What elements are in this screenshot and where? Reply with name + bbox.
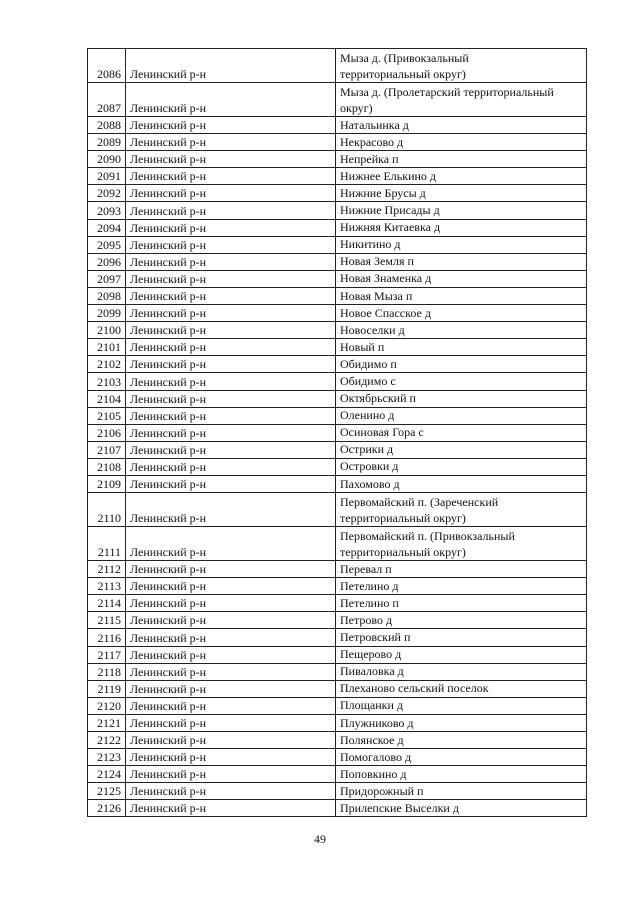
row-district: Ленинский р-н — [126, 646, 336, 663]
row-district: Ленинский р-н — [126, 561, 336, 578]
row-number: 2093 — [88, 202, 126, 219]
row-number: 2088 — [88, 117, 126, 134]
row-number: 2087 — [88, 83, 126, 117]
table-row — [88, 680, 587, 697]
row-place: Острики д — [336, 441, 587, 458]
table-row — [88, 287, 587, 304]
row-district: Ленинский р-н — [126, 578, 336, 595]
row-district: Ленинский р-н — [126, 305, 336, 322]
table-row — [88, 407, 587, 424]
row-district: Ленинский р-н — [126, 424, 336, 441]
row-place: Новый п — [336, 339, 587, 356]
row-place: Осиновая Гора с — [336, 424, 587, 441]
row-number: 2112 — [88, 561, 126, 578]
row-number: 2100 — [88, 322, 126, 339]
table-row — [88, 168, 587, 185]
row-district: Ленинский р-н — [126, 117, 336, 134]
row-number: 2092 — [88, 185, 126, 202]
row-number: 2106 — [88, 424, 126, 441]
row-place: Полянское д — [336, 732, 587, 749]
table-row — [88, 629, 587, 646]
table-row — [88, 646, 587, 663]
table-row — [88, 749, 587, 766]
table-row — [88, 373, 587, 390]
row-number: 2115 — [88, 612, 126, 629]
row-district: Ленинский р-н — [126, 680, 336, 697]
table-row — [88, 236, 587, 253]
table-row — [88, 117, 587, 134]
row-place: Непрейка п — [336, 151, 587, 168]
row-place: Придорожный п — [336, 783, 587, 800]
row-number: 2113 — [88, 578, 126, 595]
table-row — [88, 697, 587, 714]
row-number: 2117 — [88, 646, 126, 663]
row-place: Обидимо п — [336, 356, 587, 373]
row-place: Помогалово д — [336, 749, 587, 766]
row-place: Новая Знаменка д — [336, 270, 587, 287]
table-row — [88, 714, 587, 731]
row-number: 2114 — [88, 595, 126, 612]
row-number: 2124 — [88, 766, 126, 783]
row-district: Ленинский р-н — [126, 202, 336, 219]
table-row — [88, 134, 587, 151]
row-number: 2091 — [88, 168, 126, 185]
row-place: Оленино д — [336, 407, 587, 424]
row-district: Ленинский р-н — [126, 458, 336, 475]
row-number: 2111 — [88, 527, 126, 561]
row-place: Нижние Брусы д — [336, 185, 587, 202]
row-number: 2121 — [88, 714, 126, 731]
table-row — [88, 305, 587, 322]
row-place: Обидимо с — [336, 373, 587, 390]
row-district: Ленинский р-н — [126, 493, 336, 527]
row-district: Ленинский р-н — [126, 151, 336, 168]
row-place: Перевал п — [336, 561, 587, 578]
row-place: Петрово д — [336, 612, 587, 629]
row-district: Ленинский р-н — [126, 49, 336, 83]
row-place: Некрасово д — [336, 134, 587, 151]
row-district: Ленинский р-н — [126, 612, 336, 629]
row-district: Ленинский р-н — [126, 83, 336, 117]
row-district: Ленинский р-н — [126, 800, 336, 817]
row-district: Ленинский р-н — [126, 270, 336, 287]
row-number: 2107 — [88, 441, 126, 458]
row-place: Петелино п — [336, 595, 587, 612]
row-place: Нижнее Елькино д — [336, 168, 587, 185]
row-number: 2103 — [88, 373, 126, 390]
row-number: 2118 — [88, 663, 126, 680]
row-number: 2101 — [88, 339, 126, 356]
row-place: Нижние Присады д — [336, 202, 587, 219]
row-district: Ленинский р-н — [126, 749, 336, 766]
table-row — [88, 253, 587, 270]
row-place: Островки д — [336, 458, 587, 475]
table-row — [88, 783, 587, 800]
row-place: Новая Земля п — [336, 253, 587, 270]
table-row — [88, 219, 587, 236]
row-district: Ленинский р-н — [126, 134, 336, 151]
row-number: 2116 — [88, 629, 126, 646]
page-number: 49 — [314, 832, 326, 846]
row-district: Ленинский р-н — [126, 783, 336, 800]
table-row — [88, 612, 587, 629]
row-district: Ленинский р-н — [126, 219, 336, 236]
row-place: Первомайский п. (Зареченский территориальный округ) — [336, 493, 587, 527]
row-place: Новоселки д — [336, 322, 587, 339]
table-row — [88, 356, 587, 373]
row-district: Ленинский р-н — [126, 168, 336, 185]
row-place: Октябрьский п — [336, 390, 587, 407]
row-district: Ленинский р-н — [126, 441, 336, 458]
row-number: 2108 — [88, 458, 126, 475]
row-district: Ленинский р-н — [126, 185, 336, 202]
row-district: Ленинский р-н — [126, 373, 336, 390]
row-number: 2109 — [88, 475, 126, 492]
row-district: Ленинский р-н — [126, 236, 336, 253]
row-number: 2119 — [88, 680, 126, 697]
row-district: Ленинский р-н — [126, 475, 336, 492]
table-row — [88, 202, 587, 219]
row-place: Плужниково д — [336, 714, 587, 731]
row-place: Нижняя Китаевка д — [336, 219, 587, 236]
table-row — [88, 732, 587, 749]
table-row — [88, 493, 587, 527]
row-place: Мыза д. (Пролетарский территориальный округ) — [336, 83, 587, 117]
table-row — [88, 561, 587, 578]
row-place: Поповкино д — [336, 766, 587, 783]
row-place: Прилепские Выселки д — [336, 800, 587, 817]
row-number: 2125 — [88, 783, 126, 800]
row-district: Ленинский р-н — [126, 714, 336, 731]
table-row — [88, 578, 587, 595]
table-row — [88, 49, 587, 83]
row-district: Ленинский р-н — [126, 407, 336, 424]
row-place: Плеханово сельский поселок — [336, 680, 587, 697]
row-place: Новое Спасское д — [336, 305, 587, 322]
table-row — [88, 766, 587, 783]
row-district: Ленинский р-н — [126, 527, 336, 561]
row-district: Ленинский р-н — [126, 253, 336, 270]
row-district: Ленинский р-н — [126, 322, 336, 339]
row-number: 2095 — [88, 236, 126, 253]
table-row — [88, 441, 587, 458]
row-number: 2086 — [88, 49, 126, 83]
table-row — [88, 663, 587, 680]
table-row — [88, 151, 587, 168]
row-number: 2122 — [88, 732, 126, 749]
row-place: Пиваловка д — [336, 663, 587, 680]
row-place: Первомайский п. (Привокзальный территориальный округ) — [336, 527, 587, 561]
row-district: Ленинский р-н — [126, 766, 336, 783]
row-district: Ленинский р-н — [126, 390, 336, 407]
row-number: 2099 — [88, 305, 126, 322]
row-place: Мыза д. (Привокзальный территориальный округ) — [336, 49, 587, 83]
row-place: Никитино д — [336, 236, 587, 253]
row-district: Ленинский р-н — [126, 356, 336, 373]
row-place: Петровский п — [336, 629, 587, 646]
row-number: 2123 — [88, 749, 126, 766]
row-number: 2089 — [88, 134, 126, 151]
table-row — [88, 458, 587, 475]
row-number: 2094 — [88, 219, 126, 236]
row-district: Ленинский р-н — [126, 287, 336, 304]
row-number: 2105 — [88, 407, 126, 424]
row-place: Площанки д — [336, 697, 587, 714]
table-row — [88, 390, 587, 407]
row-district: Ленинский р-н — [126, 663, 336, 680]
row-number: 2104 — [88, 390, 126, 407]
table-row — [88, 424, 587, 441]
row-district: Ленинский р-н — [126, 697, 336, 714]
table-row — [88, 83, 587, 117]
row-district: Ленинский р-н — [126, 339, 336, 356]
table-row — [88, 270, 587, 287]
table-row — [88, 800, 587, 817]
row-district: Ленинский р-н — [126, 732, 336, 749]
table-row — [88, 595, 587, 612]
row-place: Пахомово д — [336, 475, 587, 492]
row-number: 2097 — [88, 270, 126, 287]
row-district: Ленинский р-н — [126, 595, 336, 612]
row-number: 2126 — [88, 800, 126, 817]
table-row — [88, 185, 587, 202]
table-row — [88, 322, 587, 339]
table-body — [88, 49, 587, 817]
row-number: 2102 — [88, 356, 126, 373]
row-place: Новая Мыза п — [336, 287, 587, 304]
settlements-table — [87, 48, 587, 817]
row-place: Петелино д — [336, 578, 587, 595]
row-number: 2120 — [88, 697, 126, 714]
table-row — [88, 339, 587, 356]
table-row — [88, 527, 587, 561]
row-place: Пещерово д — [336, 646, 587, 663]
row-number: 2096 — [88, 253, 126, 270]
row-district: Ленинский р-н — [126, 629, 336, 646]
row-place: Натальинка д — [336, 117, 587, 134]
row-number: 2090 — [88, 151, 126, 168]
row-number: 2098 — [88, 287, 126, 304]
row-number: 2110 — [88, 493, 126, 527]
table-row — [88, 475, 587, 492]
